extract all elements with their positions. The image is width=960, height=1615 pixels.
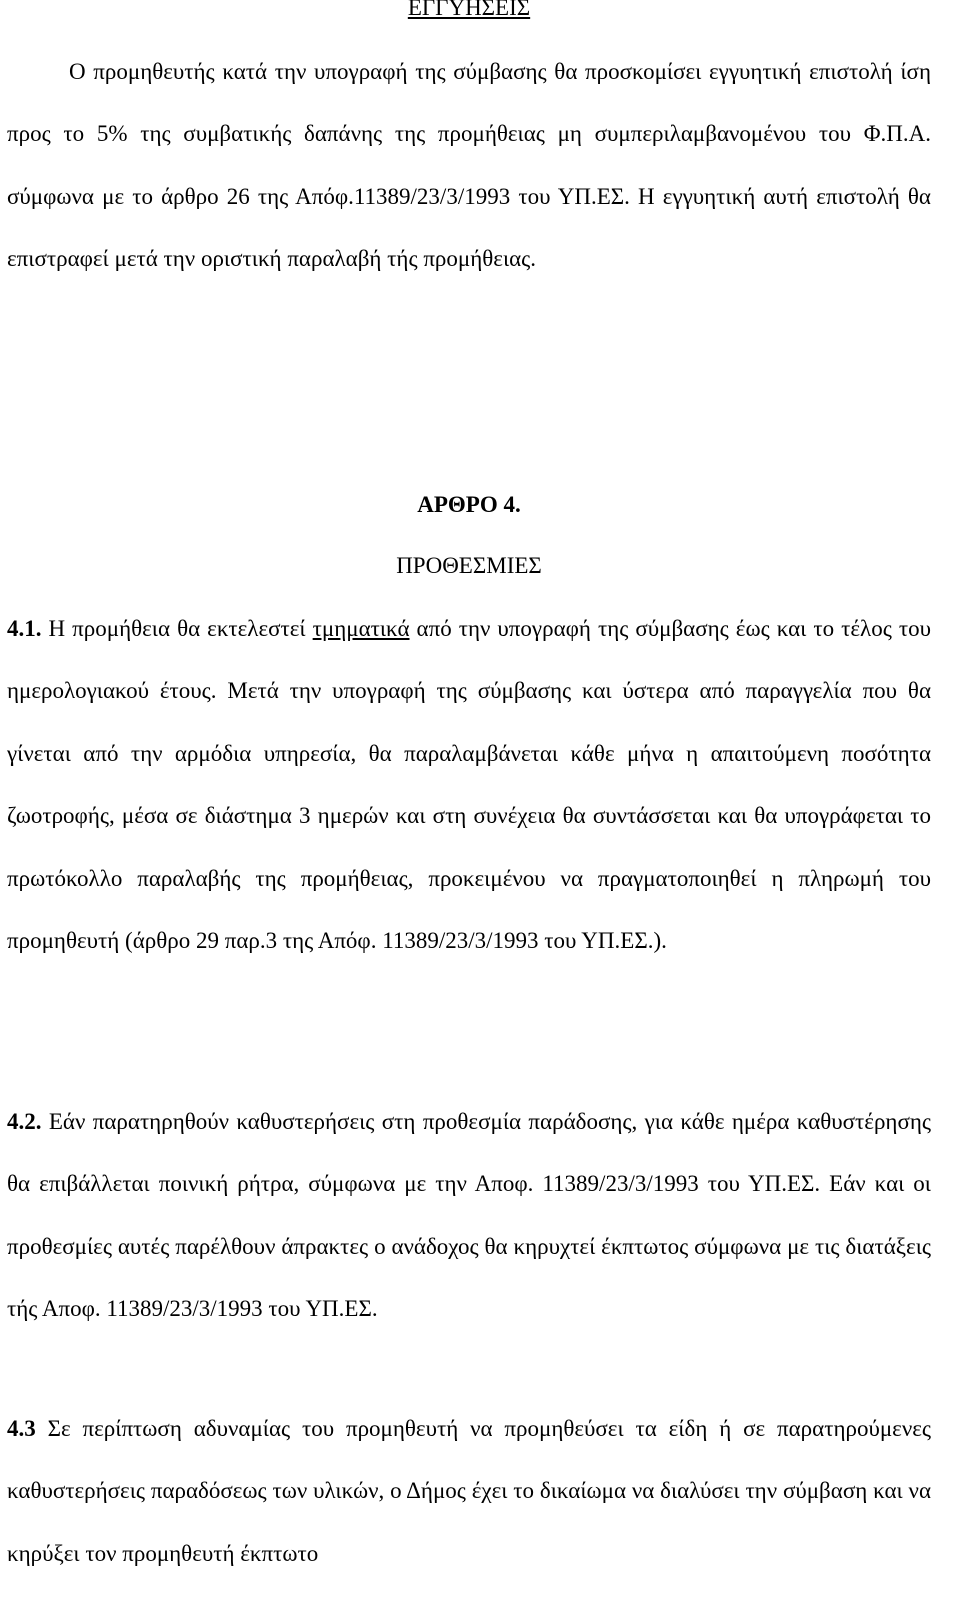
clause-text-post: από την υπογραφή της σύμβασης έως και το τέλος του ημερολογιακού έτους. Μετά την υπογραφή της σύμβασης και ύστερα από παραγγελία που θα γίνεται από την αρμόδια υπηρεσία, θα παραλαμβάνεται κάθε μήνα η απαιτούμενη ποσότητα ζωοτροφής, μέσα σε διάστημα 3 ημερών και στη συνέχεια θα συντάσσεται και θα υπογράφεται το πρωτόκολλο παραλαβής της προμήθειας, προκειμένου να πραγματοποιηθεί η πληρωμή του προμηθευτή (άρθρο 29 παρ.3 της Απόφ. 11389/23/3/1993 του ΥΠ.ΕΣ.). xyxy=(7,616,931,954)
clause-text: Σε περίπτωση αδυναμίας του προμηθευτή να προμηθεύσει τα είδη ή σε παρατηρούμενες καθυστερήσεις παραδόσεως των υλικών, ο Δήμος έχει το δικαίωμα να διαλύσει την σύμβαση και να κηρύξει τον προμηθευτή έκπτωτο xyxy=(7,1416,931,1566)
clause-4-2 xyxy=(7,1091,931,1341)
guarantee-block xyxy=(7,41,931,291)
clause-paragraph xyxy=(7,598,931,972)
clause-number: 4.1. xyxy=(7,616,42,641)
guarantee-paragraph: Ο προμηθευτής κατά την υπογραφή της σύμβασης θα προσκομίσει εγγυητική επιστολή ίση προς το 5% της συμβατικής δαπάνης της προμήθειας μη συμπεριλαμβανομένου του Φ.Π.Α. σύμφωνα με το άρθρο 26 της Απόφ.11389/23/3/1993 του ΥΠ.ΕΣ. Η εγγυητική αυτή επιστολή θα επιστραφεί μετά την οριστική παραλαβή τής προμήθειας. xyxy=(7,59,931,272)
article-title: ΠΡΟΘΕΣΜΙΕΣ xyxy=(396,553,542,578)
article-number: ΑΡΘΡΟ 4. xyxy=(417,492,521,517)
clause-paragraph xyxy=(7,1091,931,1341)
section-title: ΕΓΓΥΗΣΕΙΣ xyxy=(407,0,531,20)
article-heading xyxy=(7,489,931,520)
clause-number: 4.2. xyxy=(7,1109,42,1134)
clause-4-3 xyxy=(7,1398,931,1585)
clause-paragraph xyxy=(7,1398,931,1585)
section-title-block xyxy=(7,0,931,23)
clause-text: Εάν παρατηρηθούν καθυστερήσεις στη προθεσμία παράδοσης, για κάθε ημέρα καθυστέρησης θα επιβάλλεται ποινική ρήτρα, σύμφωνα με την Αποφ. 11389/23/3/1993 του ΥΠ.ΕΣ. Εάν και οι προθεσμίες αυτές παρέλθουν άπρακτες ο ανάδοχος θα κηρυχτεί έκπτωτος σύμφωνα με τις διατάξεις τής Αποφ. 11389/23/3/1993 του ΥΠ.ΕΣ. xyxy=(7,1109,931,1322)
article-title-block xyxy=(7,550,931,581)
clause-underlined-word: τμηματικά xyxy=(312,616,410,641)
clause-text-pre: Η προμήθεια θα εκτελεστεί xyxy=(41,616,313,641)
clause-number: 4.3 xyxy=(7,1416,36,1441)
clause-4-1 xyxy=(7,598,931,972)
